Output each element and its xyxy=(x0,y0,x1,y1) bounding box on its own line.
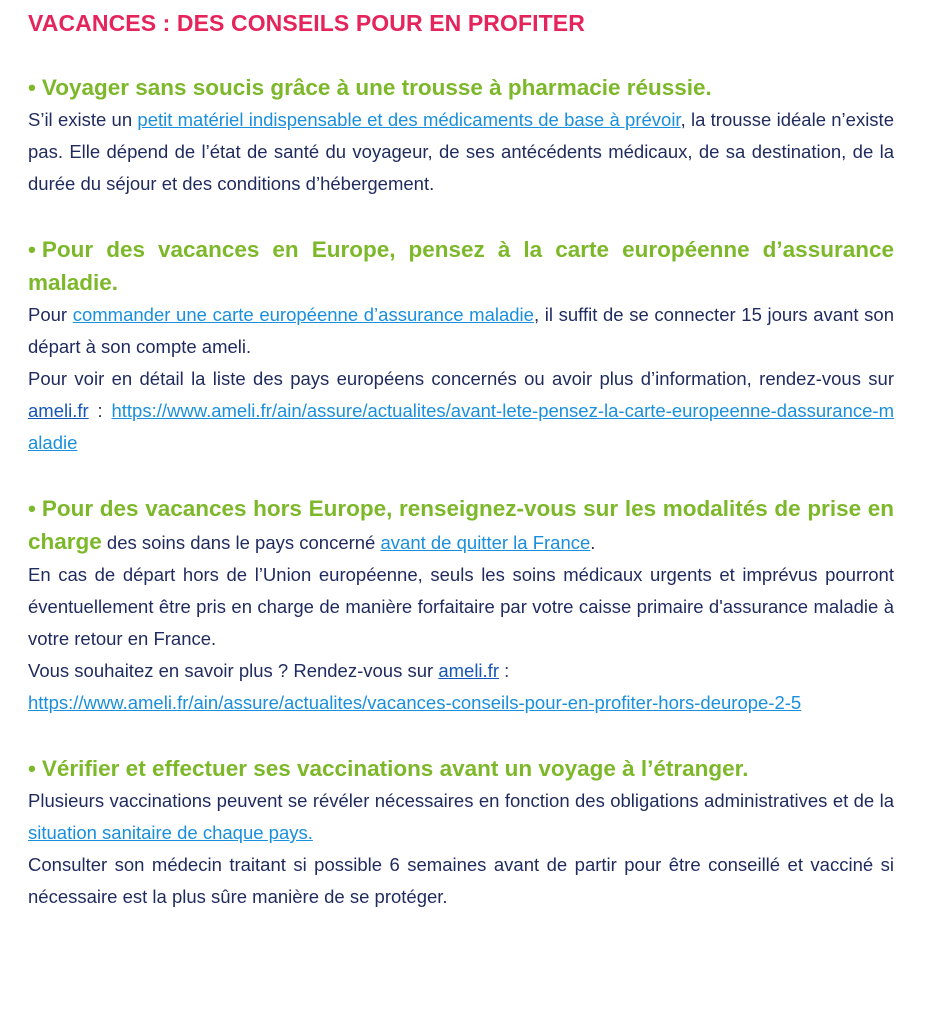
ameli-link[interactable]: ameli.fr xyxy=(28,400,89,421)
section-europe xyxy=(28,233,894,459)
heading-text: Pour des vacances en Europe, pensez à la carte européenne d’assurance maladie. xyxy=(28,237,894,295)
text: Pour xyxy=(28,304,73,325)
text: : xyxy=(88,400,112,421)
section-outside-europe xyxy=(28,492,894,719)
section-first-aid-kit xyxy=(28,71,894,200)
bullet-icon: • xyxy=(28,496,36,521)
section-vaccinations xyxy=(28,752,894,913)
text: Pour voir en détail la liste des pays européens concernés ou avoir plus d’information, rendez-vous sur xyxy=(28,368,894,389)
paragraph xyxy=(28,363,894,459)
ameli-outside-europe-url-link[interactable]: https://www.ameli.fr/ain/assure/actualites/vacances-conseils-pour-en-profiter-hors-deurope-2-5 xyxy=(28,692,802,713)
article xyxy=(28,8,894,946)
section-heading xyxy=(28,492,894,559)
text: . xyxy=(590,532,596,553)
paragraph: Consulter son médecin traitant si possible 6 semaines avant de partir pour être conseillé et vacciné si nécessaire est la plus sûre manière de se protéger. xyxy=(28,854,894,907)
paragraph xyxy=(28,299,894,363)
paragraph xyxy=(28,104,894,200)
first-aid-kit-link[interactable]: petit matériel indispensable et des médicaments de base à prévoir xyxy=(137,109,681,130)
text: , il suffit de se connecter 15 jours avant son départ à son compte ameli. xyxy=(28,304,895,357)
text: Vous souhaitez en savoir plus ? Rendez-vous sur xyxy=(28,660,439,681)
bullet-icon: • xyxy=(28,75,36,100)
text: Plusieurs vaccinations peuvent se révéler nécessaires en fonction des obligations administratives et de la xyxy=(28,790,894,811)
bullet-icon: • xyxy=(28,237,36,262)
section-heading xyxy=(28,71,894,104)
paragraph xyxy=(28,655,894,719)
text: , la trousse idéale n’existe pas. Elle dépend de l’état de santé du voyageur, de ses antécédents médicaux, de sa destination, de la durée du séjour et des conditions d’hébergement. xyxy=(28,109,894,194)
heading-text: Voyager sans soucis grâce à une trousse à pharmacie réussie. xyxy=(41,75,712,100)
page-title: VACANCES : DES CONSEILS POUR EN PROFITER xyxy=(28,10,585,36)
ameli-europe-url-link[interactable]: https://www.ameli.fr/ain/assure/actualites/avant-lete-pensez-la-carte-europeenne-dassurance-maladie xyxy=(28,400,894,453)
paragraph: En cas de départ hors de l’Union européenne, seuls les soins médicaux urgents et imprévus pourront éventuellement être pris en charge de manière forfaitaire par votre caisse primaire d'assurance maladie à votre retour en France. xyxy=(28,564,894,649)
sanitary-situation-link[interactable]: situation sanitaire de chaque pays. xyxy=(28,822,313,843)
section-heading xyxy=(28,752,894,785)
paragraph xyxy=(28,785,894,849)
text: : xyxy=(498,660,510,681)
bullet-icon: • xyxy=(28,756,36,781)
heading-text: Pour des vacances hors Europe, renseignez-vous sur les modalités de prise en charge xyxy=(28,496,894,554)
before-leaving-france-link[interactable]: avant de quitter la France xyxy=(380,532,591,553)
heading-text: Vérifier et effectuer ses vaccinations avant un voyage à l’étranger. xyxy=(41,756,749,781)
text: des soins dans le pays concerné xyxy=(101,532,381,553)
order-ehic-link[interactable]: commander une carte européenne d’assurance maladie xyxy=(72,304,534,325)
section-heading xyxy=(28,233,894,299)
ameli-link[interactable]: ameli.fr xyxy=(438,660,499,681)
text: S’il existe un xyxy=(28,109,138,130)
